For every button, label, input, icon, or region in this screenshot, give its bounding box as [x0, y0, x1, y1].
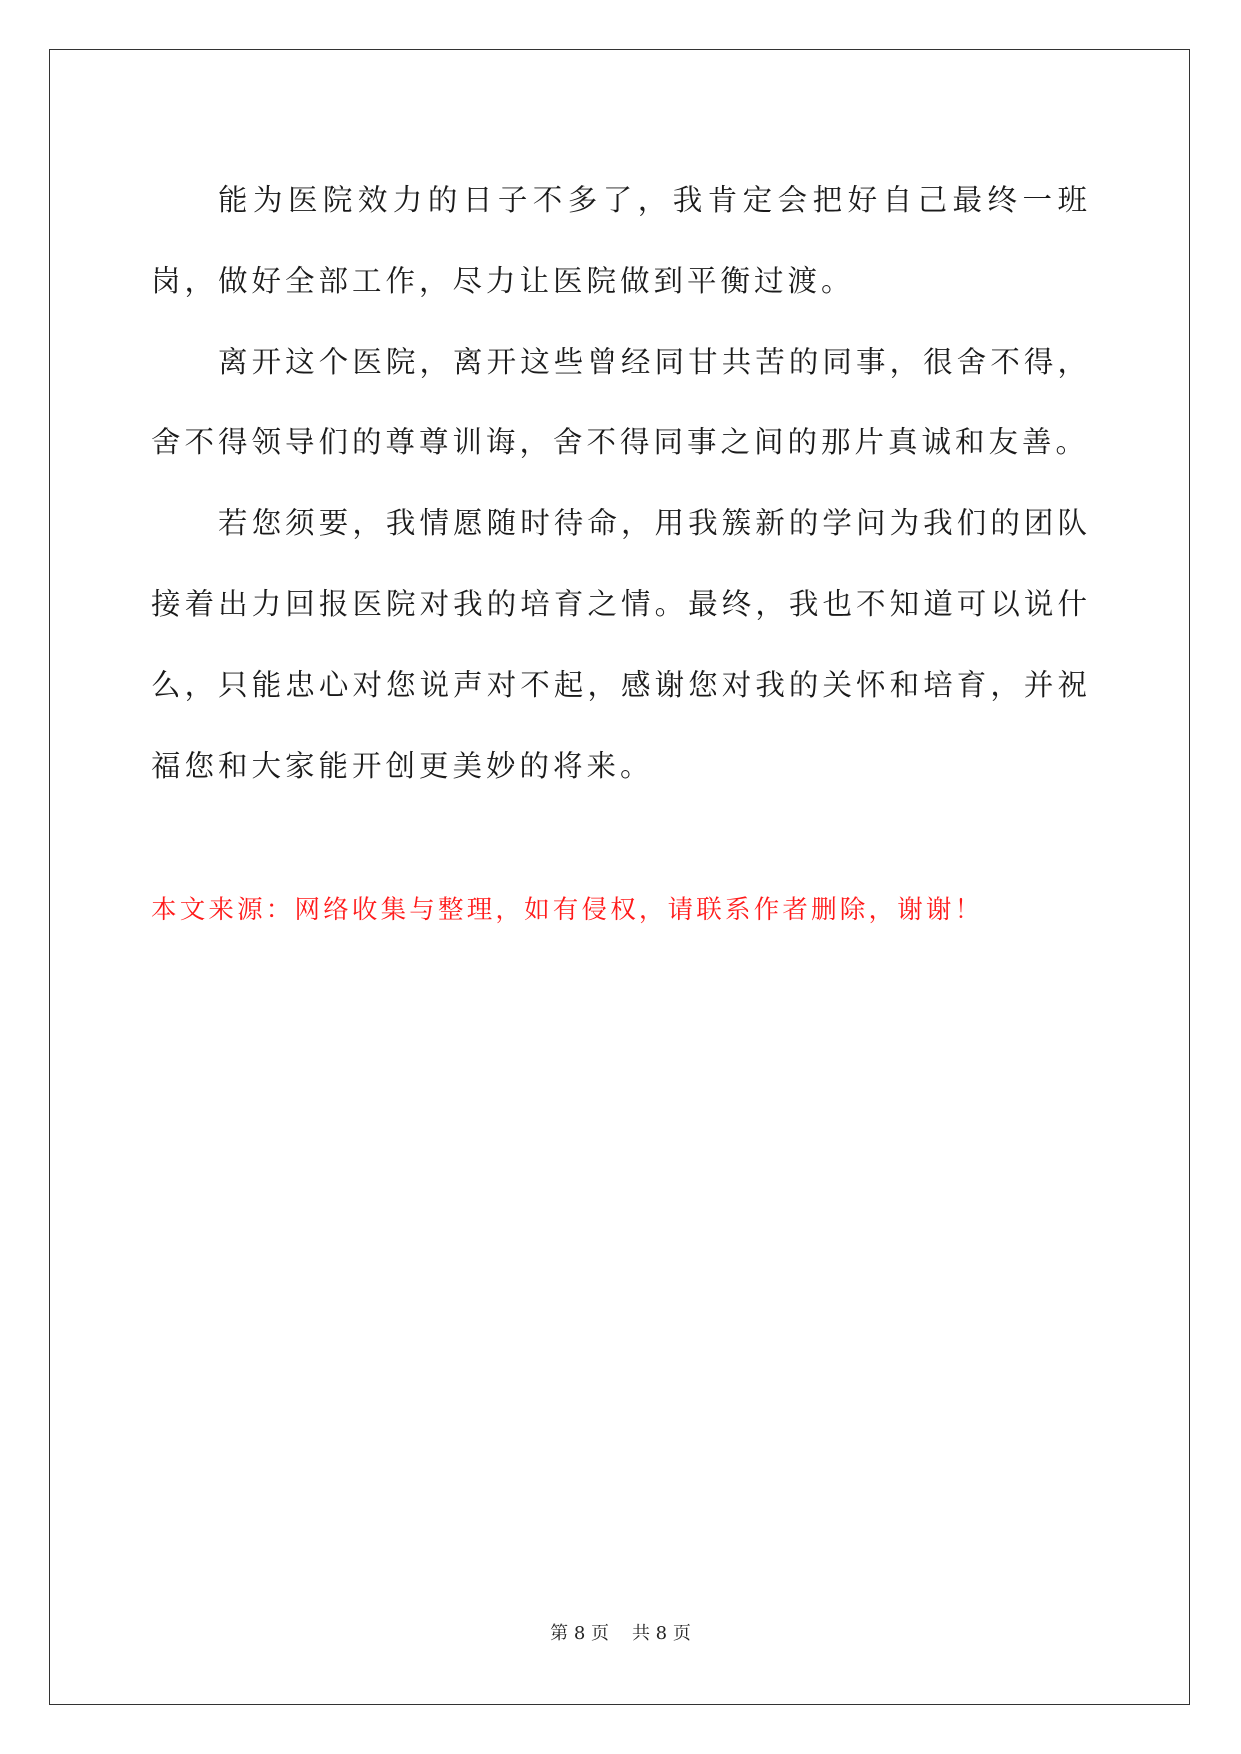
page-number-footer: 第 8 页 共 8 页 [550, 1623, 691, 1644]
source-note: 本文来源：网络收集与整理，如有侵权，请联系作者删除，谢谢！ [151, 895, 984, 925]
paragraph: 离开这个医院，离开这些曾经同甘共苦的同事，很舍不得，舍不得领导们的尊尊训诲，舍不得同事之间的那片真诚和友善。 [151, 344, 1091, 460]
document-body [151, 160, 1091, 806]
paragraph: 若您须要，我情愿随时待命，用我簇新的学问为我们的团队接着出力回报医院对我的培育之情。最终，我也不知道可以说什么，只能忠心对您说声对不起，感谢您对我的关怀和培育，并祝福您和大家能开创更美妙的将来。 [151, 506, 1091, 783]
paragraph: 能为医院效力的日子不多了，我肯定会把好自己最终一班岗，做好全部工作，尽力让医院做到平衡过渡。 [151, 183, 1091, 298]
